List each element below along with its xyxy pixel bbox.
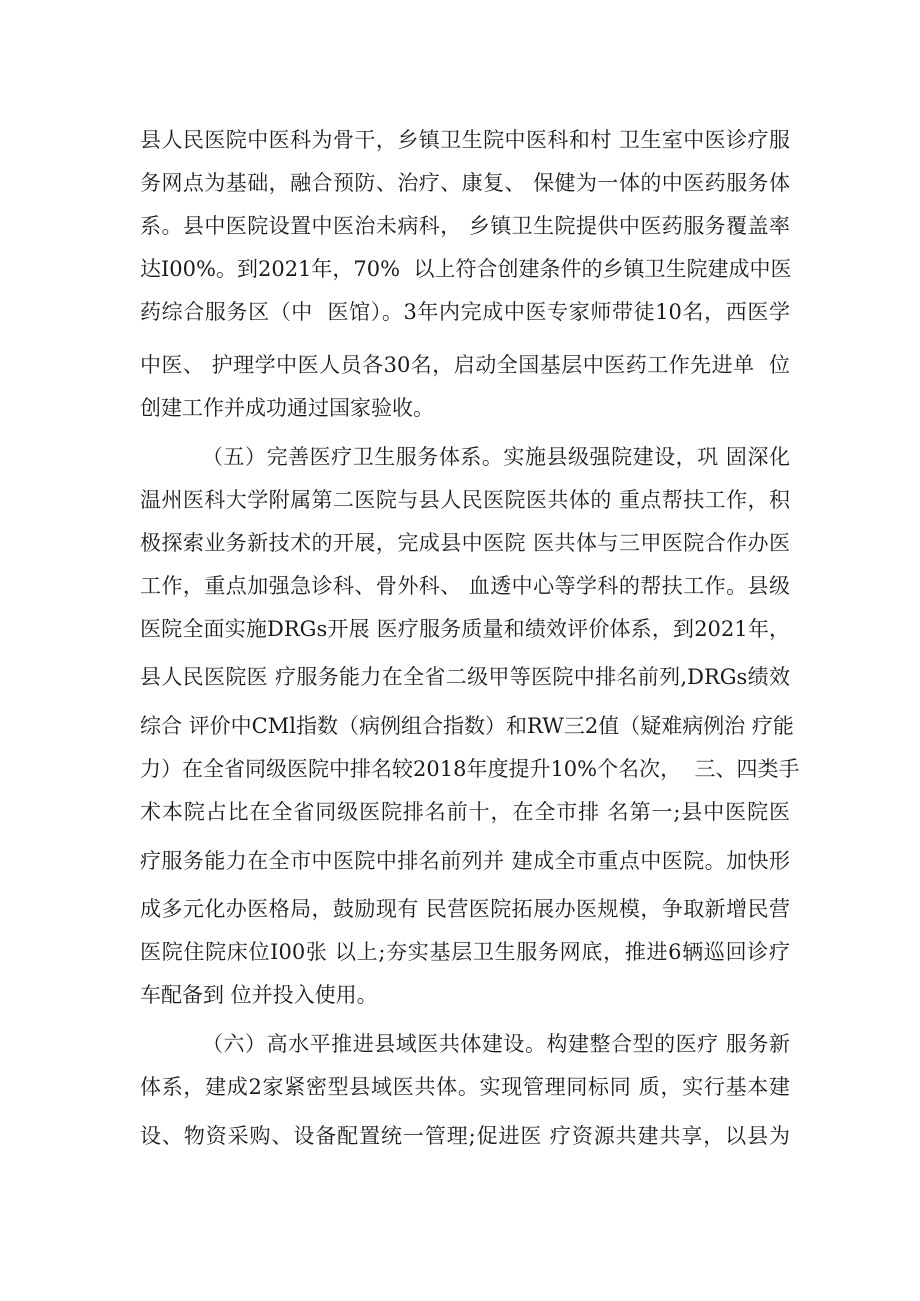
text-line: 医院住院床位I00张 以上;夯实基层卫生服务网底，推进6辆巡回诊疗: [140, 940, 790, 964]
text-line: 创建工作并成功通过国家验收。: [140, 396, 434, 420]
text-line: 力）在全省同级医院中排名较2018年度提升10%个名次， 三、四类手: [140, 757, 800, 781]
text-line: 工作，重点加强急诊科、骨外科、 血透中心等学科的帮扶工作。县级: [140, 574, 790, 598]
text-line: 系。县中医院设置中医治未病科， 乡镇卫生院提供中医药服务覆盖率: [140, 214, 790, 238]
text-line: 中医、 护理学中医人员各30名，启动全国基层中医药工作先进单 位: [140, 353, 790, 377]
text-line: 疗服务能力在全市中医院中排名前列并 建成全市重点中医院。加快形: [140, 849, 790, 873]
text-line: 设、物资采购、设备配置统一管理;促进医 疗资源共建共享，以县为: [140, 1124, 790, 1148]
text-line: 车配备到 位并投入使用。: [140, 983, 378, 1007]
paragraph-heading-line: （五）完善医疗卫生服务体系。实施县级强院建设，巩 固深化: [202, 445, 790, 469]
text-line: 药综合服务区（中 医馆）。3年内完成中医专家师带徒10名，西医学: [140, 300, 790, 324]
text-line: 县人民医院中医科为骨干，乡镇卫生院中医科和村 卫生室中医诊疗服: [140, 128, 790, 152]
text-line: 温州医科大学附属第二医院与县人民医院医共体的 重点帮扶工作，积: [140, 488, 790, 512]
paragraph-heading-line: （六）高水平推进县域医共体建设。构建整合型的医疗 服务新: [202, 1032, 790, 1056]
text-line: 达I00%。到2021年，70% 以上符合创建条件的乡镇卫生院建成中医: [140, 257, 792, 281]
text-line: 极探索业务新技术的开展，完成县中医院 医共体与三甲医院合作办医: [140, 531, 790, 555]
text-line: 术本院占比在全省同级医院排名前十，在全市排 名第一;县中医院医: [140, 800, 790, 824]
text-line: 县人民医院医 疗服务能力在全省二级甲等医院中排名前列,DRGs绩效: [140, 665, 790, 689]
text-line: 医院全面实施DRGs开展 医疗服务质量和绩效评价体系，到2021年，: [140, 617, 790, 641]
text-line: 体系，建成2家紧密型县域医共体。实现管理同标同 质，实行基本建: [140, 1075, 790, 1099]
text-line: 务网点为基础，融合预防、治疗、康复、 保健为一体的中医药服务体: [140, 171, 790, 195]
text-line: 成多元化办医格局，鼓励现有 民营医院拓展办医规模，争取新增民营: [140, 897, 790, 921]
text-line: 综合 评价中CMl指数（病例组合指数）和RW三2值（疑难病例治 疗能: [140, 714, 794, 738]
